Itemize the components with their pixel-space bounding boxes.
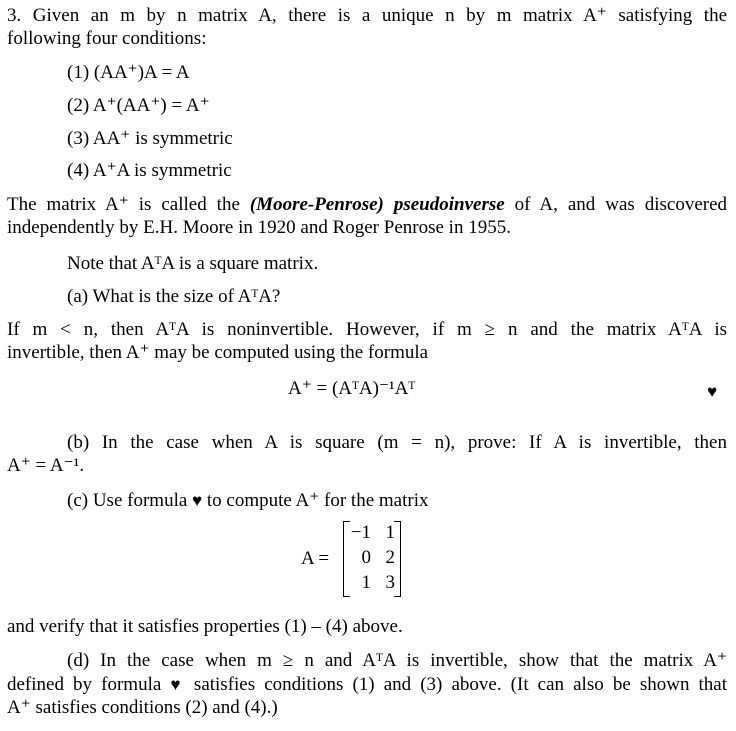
matrix-cell: 1 [385, 522, 395, 543]
intro-line-2: following four conditions: [7, 28, 207, 49]
matrix-a [343, 521, 401, 595]
matrix-cell: 1 [361, 572, 371, 593]
part-c [67, 489, 429, 513]
definition-text-pre: The matrix A⁺ is called the [7, 194, 240, 215]
condition-4: (4) A⁺A is symmetric [67, 160, 232, 181]
heart-icon: ♥ [192, 491, 203, 510]
if-line-2: invertible, then A⁺ may be computed using the formula [7, 342, 429, 363]
if-line-1: If m < n, then AᵀA is noninvertible. However, if m ≥ n and the matrix AᵀA is [7, 319, 727, 340]
pseudoinverse-term: (Moore-Penrose) pseudoinverse [249, 194, 505, 215]
part-d-line-3: A⁺ satisfies conditions (2) and (4).) [7, 697, 278, 718]
problem-number: 3. [7, 5, 22, 26]
part-d-text-post: satisfies conditions (1) and (3) above. (It can also be shown that [193, 674, 728, 695]
part-d-line-1: (d) In the case when m ≥ n and AᵀA is invertible, show that the matrix A⁺ [67, 650, 727, 671]
condition-3: (3) AA⁺ is symmetric [67, 128, 233, 149]
definition-line-2: independently by E.H. Moore in 1920 and Roger Penrose in 1955. [7, 217, 511, 238]
part-b-line-2: A⁺ = A⁻¹. [7, 455, 85, 476]
part-b-line-1: (b) In the case when A is square (m = n), prove: If A is invertible, then [67, 432, 727, 453]
part-c-text-pre: (c) Use formula [67, 490, 188, 511]
matrix-cell: 2 [385, 547, 395, 568]
matrix-cell: 3 [385, 572, 395, 593]
part-a: (a) What is the size of AᵀA? [67, 286, 281, 307]
matrix-label: A = [301, 548, 330, 569]
matrix-cell: 0 [361, 547, 371, 568]
definition-line-1 [7, 193, 727, 217]
matrix-right-bracket [394, 521, 401, 597]
heart-icon: ♥ [170, 675, 185, 694]
part-d-text-pre: defined by formula [7, 674, 162, 695]
matrix-cell: −1 [350, 522, 371, 543]
intro-text: Given an m by n matrix A, there is a unique n by m matrix A⁺ satisfying the [32, 5, 728, 26]
definition-text-post: of A, and was discovered [514, 194, 728, 215]
verify-line: and verify that it satisfies properties (1) – (4) above. [7, 616, 403, 637]
condition-1: (1) (AA⁺)A = A [67, 62, 190, 83]
heart-icon: ♥ [707, 382, 718, 401]
part-c-text-post: to compute A⁺ for the matrix [206, 490, 429, 511]
intro-line-1 [7, 4, 727, 28]
part-d-line-2 [7, 673, 727, 697]
pseudoinverse-formula: A⁺ = (AᵀA)⁻¹Aᵀ [288, 378, 416, 399]
condition-2: (2) A⁺(AA⁺) = A⁺ [67, 95, 210, 116]
note-line: Note that AᵀA is a square matrix. [67, 253, 319, 274]
